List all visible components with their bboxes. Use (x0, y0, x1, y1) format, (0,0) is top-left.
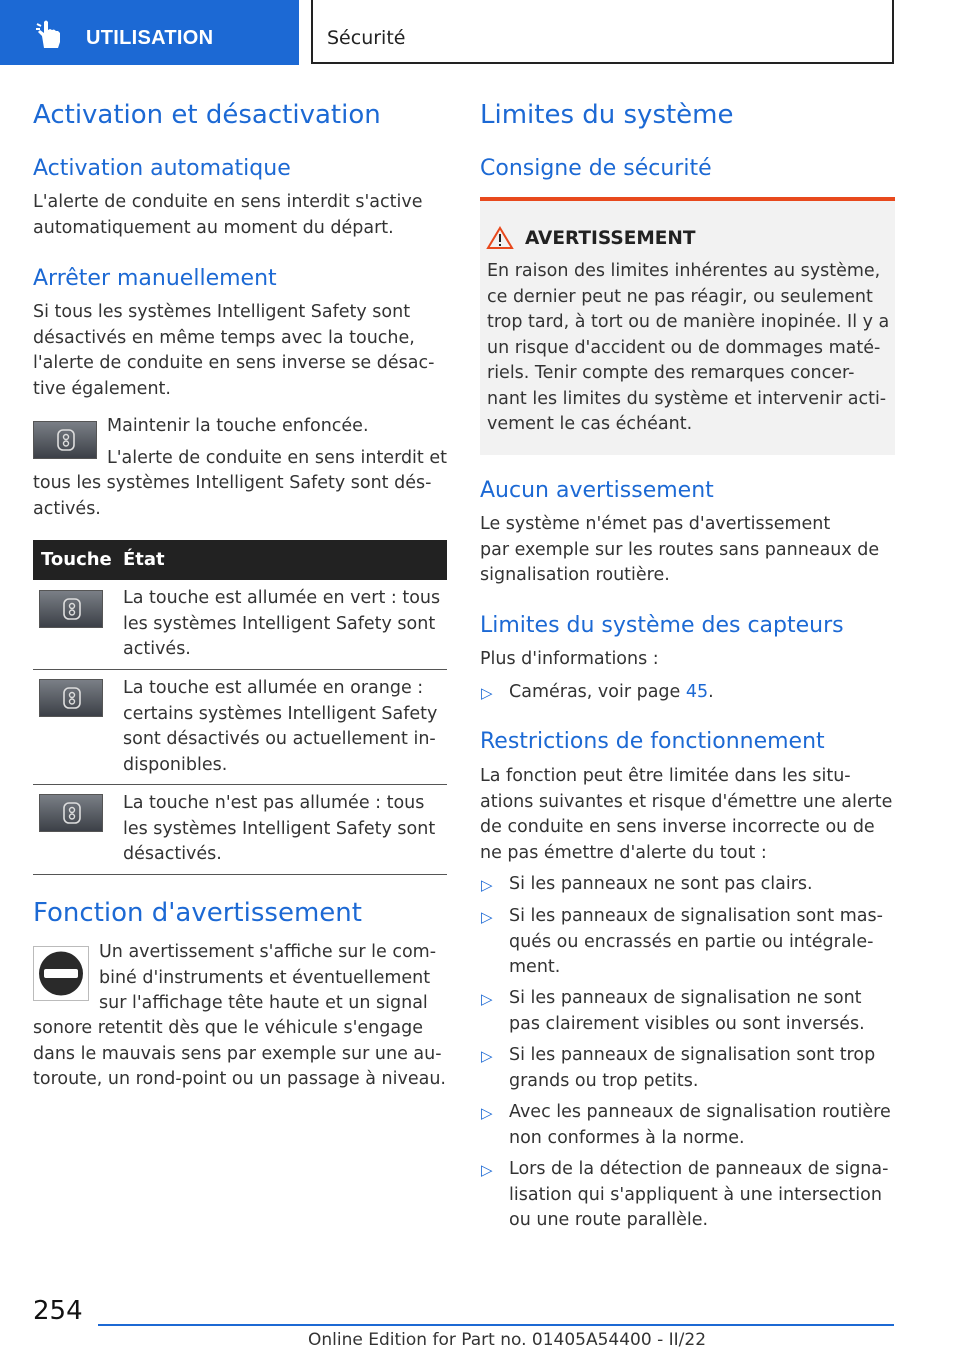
text-line: Lors de la détection de panneaux de signa- (509, 1159, 889, 1179)
row-divider (33, 669, 447, 670)
text-line: Si les panneaux de signalisation sont trop (509, 1045, 876, 1065)
bullet-icon: ▷ (481, 908, 493, 926)
text-line: L'alerte de conduite en sens interdit s'active (33, 192, 423, 212)
text-line: qués ou encrassés en partie ou intégrale- (509, 931, 874, 952)
text-line: sont désactivés ou actuellement in- (123, 729, 436, 749)
list-item (509, 986, 865, 1037)
row-divider (33, 784, 447, 785)
edition-text: Online Edition for Part no. 01405A54400 - II/22 (308, 1330, 707, 1350)
text-line: les systèmes Intelligent Safety sont (123, 613, 436, 634)
warning-fn-paragraph (33, 1016, 446, 1093)
page-number: 254 (33, 1296, 83, 1326)
table-row-1-text (123, 586, 440, 663)
sensors-list-item (509, 680, 714, 706)
text-line: activés. (123, 639, 191, 659)
text-line: La touche est allumée en vert : tous (123, 588, 441, 608)
text-line: lisation qui s'appliquent à une intersection (509, 1184, 882, 1205)
result-line-1: L'alerte de conduite en sens interdit et (107, 448, 447, 468)
table-header (33, 540, 447, 580)
section-label: UTILISATION (86, 27, 214, 49)
list-item (509, 1157, 888, 1234)
text-line: sur l'affichage tête haute et un signal (99, 993, 428, 1013)
chapter-label: Sécurité (327, 27, 406, 49)
warning-box (480, 197, 895, 455)
text-line: pas clairement visibles ou sont inversés. (509, 1013, 865, 1034)
text-line: trop tard, à tort ou de manière inopinée. Il y a (487, 312, 890, 332)
no-entry-icon (33, 946, 89, 1001)
text-line: ou une route parallèle. (509, 1210, 709, 1230)
list-item (509, 904, 883, 981)
footer-divider (98, 1324, 894, 1326)
section-heading: Activation et désactivation (33, 100, 381, 130)
text-line: désactivés en même temps avec la touche, (33, 327, 415, 348)
manual-heading: Arrêter manuellement (33, 266, 277, 291)
manual-paragraph (33, 300, 434, 402)
text-line: disponibles. (123, 754, 228, 775)
no-warning-heading: Aucun avertissement (480, 478, 714, 503)
key-orange-icon (39, 679, 103, 717)
warning-label: AVERTISSEMENT (525, 228, 696, 249)
text-line: sonore retentit dès que le véhicule s'engage (33, 1018, 423, 1038)
bullet-icon: ▷ (481, 990, 493, 1008)
key-off-icon (39, 794, 103, 832)
sensors-text: Plus d'informations : (480, 649, 659, 669)
safety-key-icon (33, 421, 97, 459)
text-line: Un avertissement s'affiche sur le com- (99, 942, 437, 962)
text-line: l'alerte de conduite en sens inverse se désac- (33, 353, 435, 373)
hand-pointer-icon (34, 18, 70, 50)
text-line: Si les panneaux de signalisation ne sont (509, 988, 862, 1008)
text-line: automatiquement au moment du départ. (33, 217, 394, 238)
text-line: riels. Tenir compte des remarques concer- (487, 363, 855, 383)
text-line: La touche n'est pas allumée : tous (123, 793, 425, 813)
text-line: nant les limites du système et intervenir acti- (487, 388, 887, 409)
safety-symbol-icon (61, 687, 83, 709)
text-line: activés. (33, 498, 101, 519)
section-tab (0, 0, 299, 65)
list-item (509, 872, 813, 898)
row-divider (33, 874, 447, 875)
bullet-icon: ▷ (481, 684, 493, 702)
text-line: ce dernier peut ne pas réagir, ou seulement (487, 286, 873, 307)
list-item (509, 1100, 891, 1151)
text-line: Avec les panneaux de signalisation routière (509, 1102, 891, 1122)
warning-text (487, 259, 889, 438)
bullet-icon: ▷ (481, 1104, 493, 1122)
text-line: ations suivantes et risque d'émettre une alerte (480, 791, 893, 812)
text-line: La touche est allumée en orange : (123, 678, 424, 698)
chapter-box (311, 0, 894, 64)
text-line: certains systèmes Intelligent Safety (123, 703, 438, 724)
text-line: par exemple sur les routes sans panneaux de (480, 539, 880, 560)
limits-heading: Limites du système (480, 100, 734, 130)
warning-fn-indented (99, 940, 436, 1017)
text-line: non conformes à la norme. (509, 1127, 745, 1148)
table-row-3-text (123, 791, 435, 868)
no-entry-sign-icon (34, 947, 88, 1000)
text-line: ment. (509, 957, 561, 977)
bullet-icon: ▷ (481, 1047, 493, 1065)
restrictions-paragraph (480, 764, 892, 866)
safety-symbol-icon (61, 598, 83, 620)
restrictions-heading: Restrictions de fonctionnement (480, 729, 825, 754)
auto-heading: Activation automatique (33, 156, 291, 181)
col-header-key: Touche (41, 549, 112, 570)
text-line: dans le mauvais sens par exemple sur une au- (33, 1043, 442, 1064)
text-line: les systèmes Intelligent Safety sont (123, 818, 436, 839)
text-line: biné d'instruments et éventuellement (99, 967, 431, 988)
text-line: grands ou trop petits. (509, 1070, 699, 1091)
text-line: Caméras, voir page (509, 682, 681, 702)
warning-triangle-icon (486, 226, 514, 250)
text-line: tous les systèmes Intelligent Safety sont dés- (33, 473, 432, 493)
list-item (509, 1043, 875, 1094)
text-line: un risque d'accident ou de dommages maté- (487, 337, 881, 358)
text-line: tive également. (33, 378, 171, 399)
text-line: vement le cas échéant. (487, 414, 693, 434)
text-line: signalisation routière. (480, 565, 670, 585)
page-link[interactable]: 45 (685, 682, 709, 702)
table-row-2-text (123, 676, 437, 778)
sensors-heading: Limites du système des capteurs (480, 613, 844, 638)
key-green-icon (39, 590, 103, 628)
text-line: Si tous les systèmes Intelligent Safety sont (33, 302, 411, 322)
warning-fn-heading: Fonction d'avertissement (33, 898, 362, 928)
safety-symbol-icon (61, 802, 83, 824)
safety-symbol-icon (55, 429, 77, 451)
text-line: toroute, un rond-point ou un passage à niveau. (33, 1069, 446, 1089)
safety-heading: Consigne de sécurité (480, 156, 712, 181)
result-paragraph (33, 471, 431, 522)
text-line: En raison des limites inhérentes au système, (487, 261, 881, 281)
col-header-state: État (123, 549, 165, 570)
bullet-icon: ▷ (481, 876, 493, 894)
text-line: de conduite en sens inverse incorrecte ou de (480, 817, 875, 837)
text-line: désactivés. (123, 844, 222, 864)
text-line: Le système n'émet pas d'avertissement (480, 514, 831, 534)
text-line: Si les panneaux ne sont pas clairs. (509, 874, 813, 894)
auto-paragraph (33, 190, 422, 241)
hold-text: Maintenir la touche enfoncée. (107, 416, 369, 436)
no-warning-paragraph (480, 512, 879, 589)
bullet-icon: ▷ (481, 1161, 493, 1179)
text-line: La fonction peut être limitée dans les situ- (480, 766, 851, 786)
text-line: ne pas émettre d'alerte du tout : (480, 842, 767, 863)
text-line: . (708, 682, 714, 702)
text-line: Si les panneaux de signalisation sont mas- (509, 906, 883, 926)
